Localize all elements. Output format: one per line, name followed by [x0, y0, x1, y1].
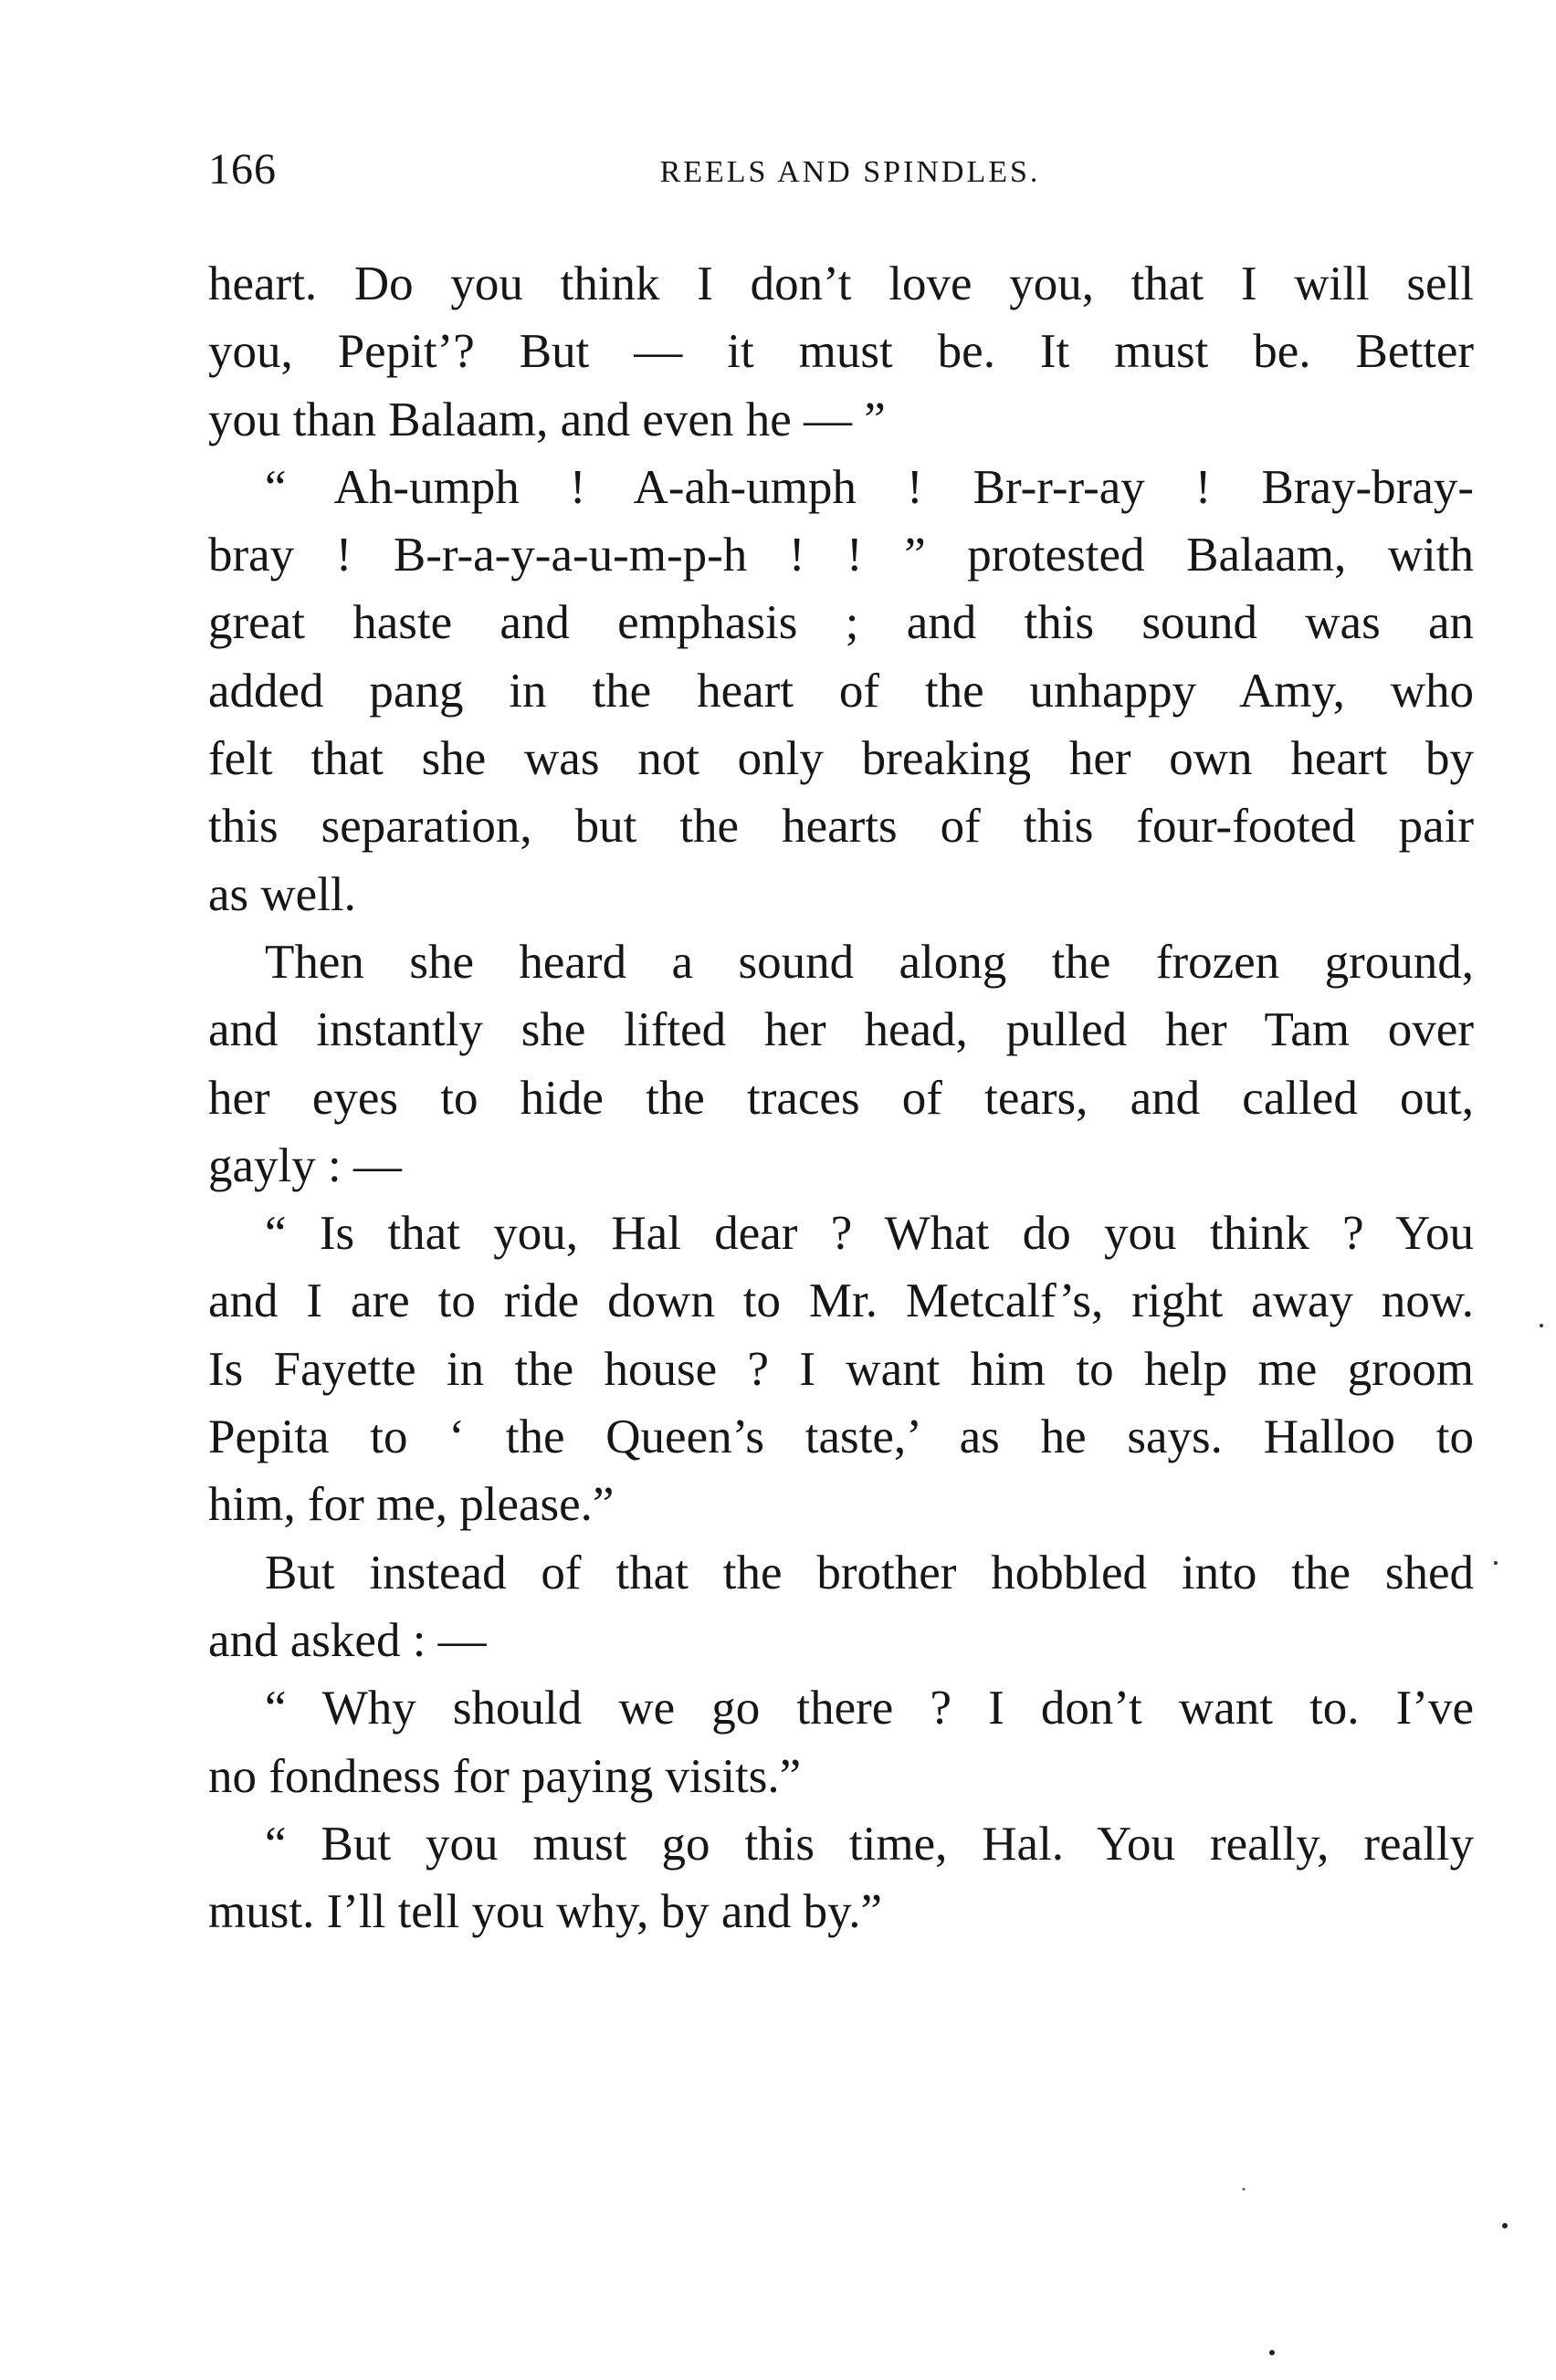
text-line: you than Balaam, and even he — ” [208, 393, 886, 446]
page-number: 166 [208, 145, 277, 194]
text-line: and instantly she lifted her head, pulled her Tam over [208, 1003, 1474, 1057]
text-line: no fondness for paying visits.” [208, 1749, 802, 1803]
text-line: bray ! B-r-a-y-a-u-m-p-h ! ! ” protested Balaam, with [208, 529, 1474, 582]
text-line: him, for me, please.” [208, 1478, 615, 1532]
scan-speck [1502, 2223, 1508, 2228]
text-line: “ Ah-umph ! A-ah-umph ! Br-r-r-ay ! Bray-bray- [265, 460, 1474, 514]
text-line: her eyes to hide the traces of tears, and called out, [208, 1071, 1474, 1125]
text-line: this separation, but the hearts of this four-footed pair [208, 800, 1474, 854]
text-line: must. I’ll tell you why, by and by.” [208, 1885, 882, 1939]
text-line: felt that she was not only breaking her own heart by [208, 732, 1474, 786]
text-line: Is Fayette in the house ? I want him to help me groom [208, 1342, 1474, 1396]
text-line: as well. [208, 867, 356, 921]
body-text [208, 250, 1474, 1945]
scan-speck [1494, 1561, 1498, 1565]
text-line: you, Pepit’? But — it must be. It must be. Better [208, 325, 1474, 379]
text-line: “ But you must go this time, Hal. You really, really [265, 1817, 1474, 1871]
text-line: But instead of that the brother hobbled into the shed [265, 1546, 1474, 1599]
text-line: heart. Do you think I don’t love you, that I will sell [208, 257, 1474, 310]
text-line: Pepita to ‘ the Queen’s taste,’ as he says. Halloo to [208, 1410, 1474, 1464]
text-line: and asked : — [208, 1613, 487, 1667]
page-header [208, 144, 1474, 208]
scan-speck [1540, 1324, 1543, 1327]
scan-speck [1269, 2350, 1275, 2355]
scan-speck [1243, 2188, 1246, 2191]
text-line: great haste and emphasis ; and this sound was an [208, 596, 1474, 650]
running-title: REELS AND SPINDLES. [659, 155, 1041, 189]
text-line: and I are to ride down to Mr. Metcalf’s, right away now. [208, 1274, 1474, 1328]
text-line: added pang in the heart of the unhappy Amy, who [208, 664, 1474, 718]
text-line: “ Why should we go there ? I don’t want to. I’ve [265, 1682, 1474, 1735]
text-line: gayly : — [208, 1138, 402, 1192]
text-line: “ Is that you, Hal dear ? What do you think ? You [265, 1207, 1474, 1261]
text-line: Then she heard a sound along the frozen ground, [265, 935, 1474, 989]
